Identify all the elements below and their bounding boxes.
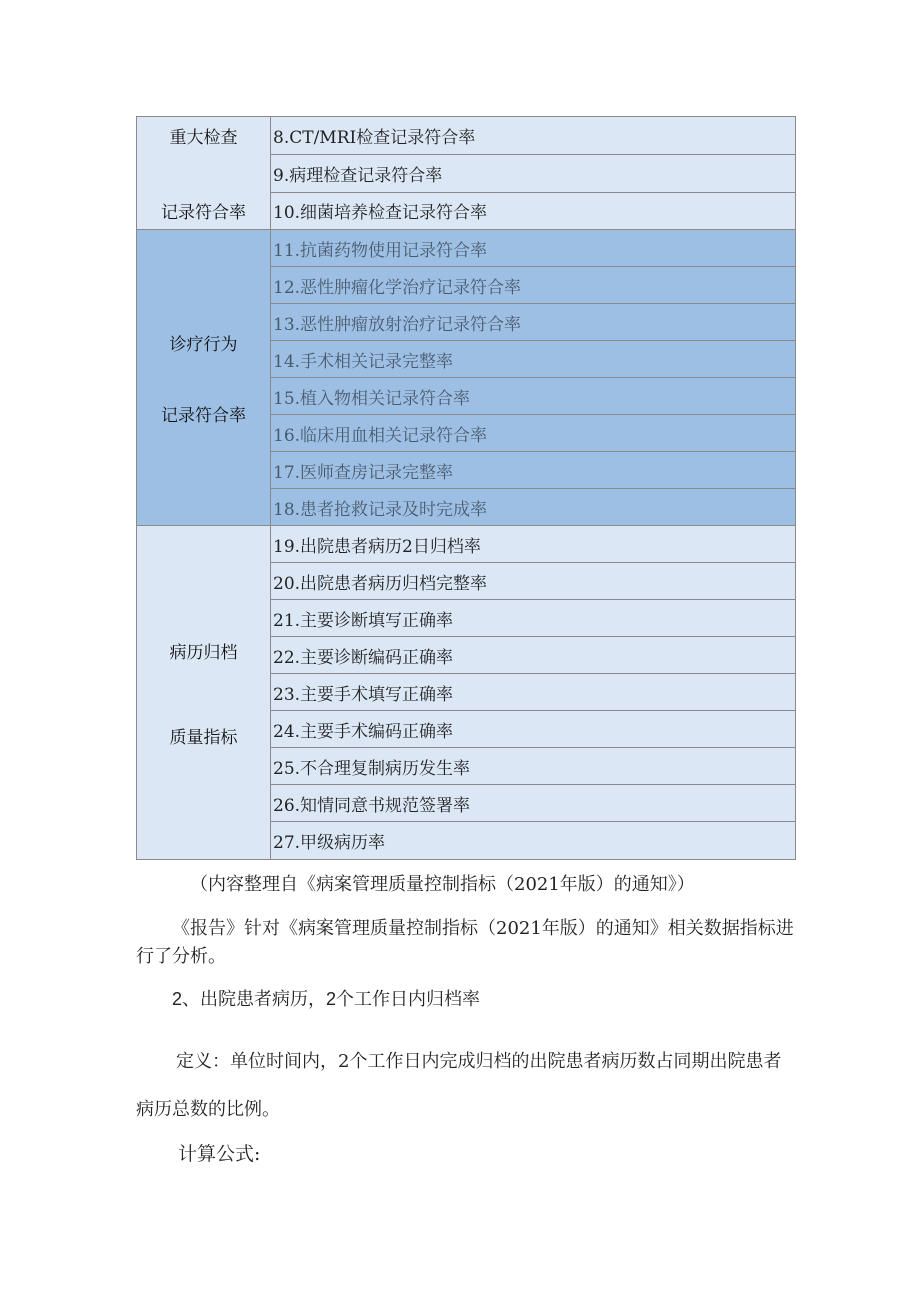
indicator-item: 10.细菌培养检查记录符合率 [271,192,796,229]
category-label: 记录符合率 [161,203,246,222]
indicator-item: 25.不合理复制病历发生率 [271,748,796,785]
category-cell [137,526,271,860]
formula-label: 计算公式: [178,1143,261,1165]
category-label: 质量指标 [169,727,238,747]
indicator-item: 16.临床用血相关记录符合率 [271,415,796,452]
category-label: 病历归档 [169,642,238,662]
category-label: 重大检查 [169,128,238,147]
source-note: （内容整理自《病案管理质量控制指标（2021年版）的通知》） [190,874,695,895]
category-label: 诊疗行为 [169,334,238,354]
indicator-item: 24.主要手术编码正确率 [271,711,796,748]
definition-paragraph: 定义：单位时间内，2个工作日内完成归档的出院患者病历数占同期出院患者病历总数的比例。 [136,1051,782,1120]
indicator-item: 19.出院患者病历2日归档率 [271,526,796,563]
section-heading: 2、出院患者病历，2个工作日内归档率 [172,989,481,1009]
indicator-item: 13.恶性肿瘤放射治疗记录符合率 [271,304,796,341]
category-cell [137,230,271,526]
indicator-item: 27.甲级病历率 [271,822,796,860]
table-row [137,117,796,155]
indicator-item: 9.病理检查记录符合率 [271,155,796,192]
indicator-item: 20.出院患者病历归档完整率 [271,563,796,600]
indicator-item: 11.抗菌药物使用记录符合率 [271,230,796,267]
indicator-item: 15.植入物相关记录符合率 [271,378,796,415]
indicator-item: 23.主要手术填写正确率 [271,674,796,711]
category-cell [137,117,271,230]
indicator-item: 18.患者抢救记录及时完成率 [271,489,796,526]
indicator-item: 17.医师查房记录完整率 [271,452,796,489]
indicator-item: 14.手术相关记录完整率 [271,341,796,378]
indicator-item: 26.知情同意书规范签署率 [271,785,796,822]
table-row [137,230,796,267]
indicator-item: 8.CT/MRI检查记录符合率 [271,117,796,155]
indicator-item: 21.主要诊断填写正确率 [271,600,796,637]
paragraph: 《报告》针对《病案管理质量控制指标（2021年版）的通知》相关数据指标进行了分析。 [136,918,794,967]
indicator-item: 12.恶性肿瘤化学治疗记录符合率 [271,267,796,304]
quality-indicator-table [136,116,796,860]
table-row [137,526,796,563]
indicator-item: 22.主要诊断编码正确率 [271,637,796,674]
category-label: 记录符合率 [161,405,246,425]
